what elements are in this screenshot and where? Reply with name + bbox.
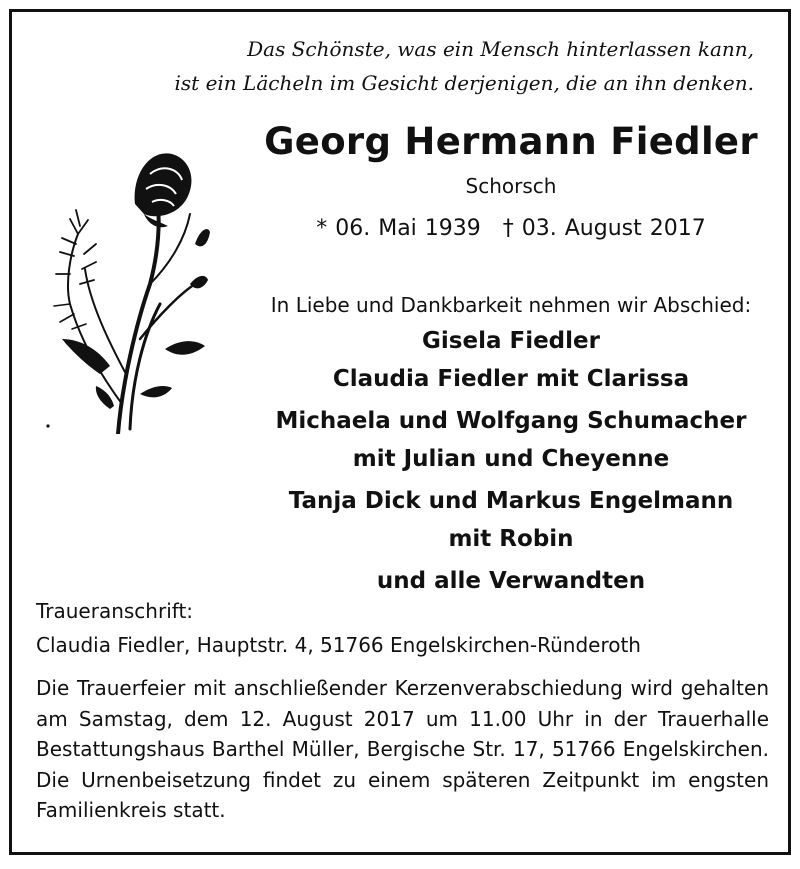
life-dates xyxy=(222,214,800,244)
mourning-address xyxy=(36,594,641,662)
family-member: Tanja Dick und Markus Engelmann xyxy=(288,488,734,514)
family-member: Gisela Fiedler xyxy=(422,328,600,354)
address-value: Claudia Fiedler, Hauptstr. 4, 51766 Engelskirchen-Ründeroth xyxy=(36,633,641,657)
death-date: † 03. August 2017 xyxy=(502,216,706,241)
quote-line-2: ist ein Lächeln im Gesicht derjenigen, die an ihn denken. xyxy=(174,71,754,95)
family-member: mit Robin xyxy=(448,526,574,552)
family-member: und alle Verwandten xyxy=(376,568,646,594)
obituary-frame xyxy=(9,9,791,855)
birth-date: * 06. Mai 1939 xyxy=(316,216,481,241)
family-member: mit Julian und Cheyenne xyxy=(352,446,670,472)
quote-line-1: Das Schönste, was ein Mensch hinterlassen kann, xyxy=(247,37,754,61)
funeral-info: Die Trauerfeier mit anschließender Kerzenverabschiedung wird gehalten am Samstag, dem 12. August 2017 um 11.00 Uhr in der Trauerhalle Bestattungshaus Barthel Müller, Bergische Str. 17, 51766 Engelskirchen. Die Urnenbeisetzung findet zu einem späteren Zeitpunkt im engsten Familienkreis statt. xyxy=(36,676,769,822)
family-list xyxy=(222,322,800,600)
deceased-nickname: Schorsch xyxy=(465,174,557,198)
memorial-quote xyxy=(175,32,754,100)
family-member: Michaela und Wolfgang Schumacher xyxy=(275,408,747,434)
family-member: Claudia Fiedler mit Clarissa xyxy=(332,366,690,392)
address-label: Traueranschrift: xyxy=(36,599,194,623)
deceased-name: Georg Hermann Fiedler xyxy=(264,120,758,163)
rose-icon xyxy=(40,134,210,434)
farewell-text: In Liebe und Dankbarkeit nehmen wir Abschied: xyxy=(270,293,752,317)
